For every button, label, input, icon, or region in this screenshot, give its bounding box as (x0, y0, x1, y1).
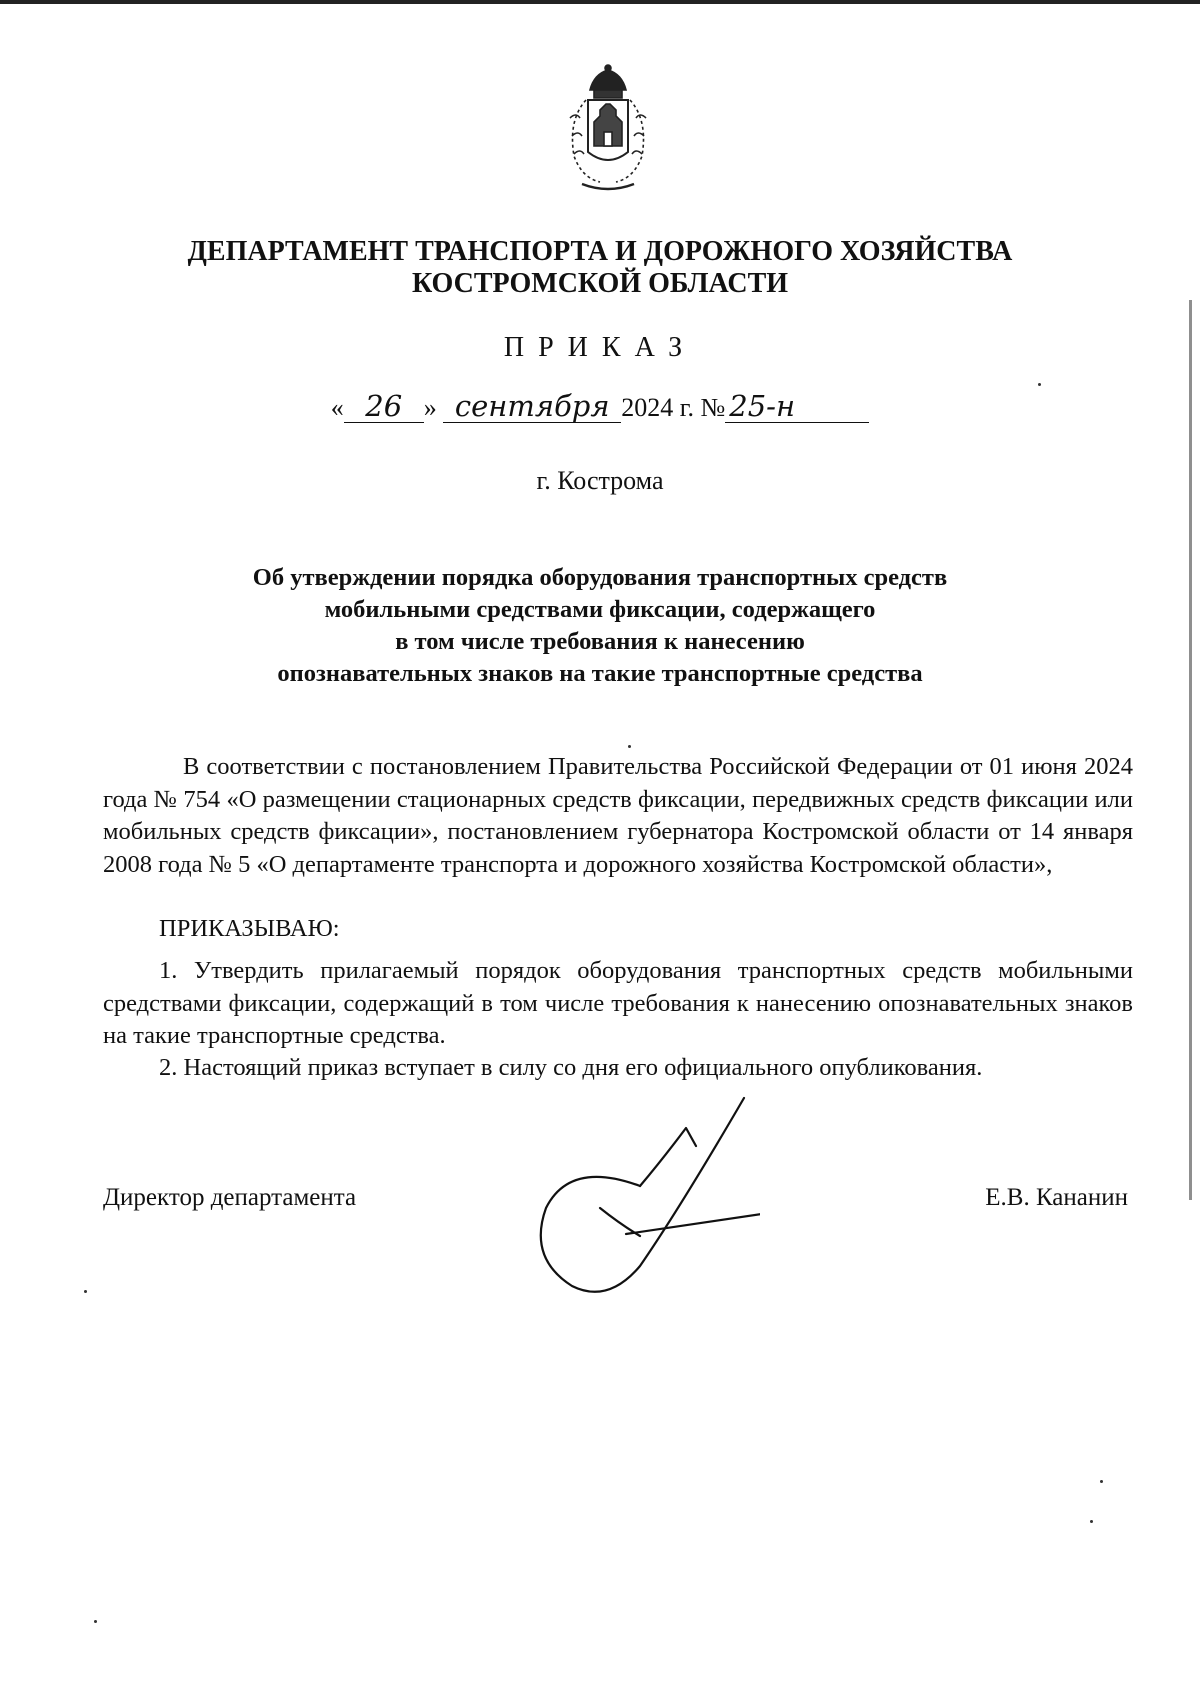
order-title-line1: Об утверждении порядка оборудования транспортных средств (252, 564, 948, 591)
order-title-line2: мобильными средствами фиксации, содержащего (324, 596, 876, 623)
handwritten-signature-icon (530, 1090, 760, 1300)
department-name-line1: ДЕПАРТАМЕНТ ТРАНСПОРТА И ДОРОЖНОГО ХОЗЯЙСТВА (187, 236, 1013, 267)
document-type: ПРИКАЗ (503, 332, 697, 363)
handwritten-order-number: 25-н (725, 390, 869, 423)
order-title-line4: опознавательных знаков на такие транспортные средства (277, 660, 923, 687)
signer-position: Директор департамента (103, 1184, 357, 1211)
signer-name: Е.В. Кананин (985, 1184, 1128, 1211)
scan-speck (1100, 1480, 1103, 1483)
scan-edge-top (0, 0, 1200, 4)
preamble-paragraph: В соответствии с постановлением Правительства Российской Федерации от 01 июня 2024 года № 754 «О размещении стационарных средств фиксации, передвижных средств фиксации или мобильных средств фиксации», постановлением губернатора Костромской области от 14 января 2008 года № 5 «О департаменте транспорта и дорожного хозяйства Костромской области», (103, 753, 1133, 878)
scan-speck (1090, 1520, 1093, 1523)
handwritten-day: 26 (344, 390, 424, 423)
order-item-1: 1. Утвердить прилагаемый порядок оборудования транспортных средств мобильными средствами фиксации, содержащий в том числе требования к нанесению опознавательных знаков на такие транспортные средства. (103, 957, 1133, 1049)
scan-speck (628, 745, 631, 748)
order-date-number (0, 390, 1200, 423)
year-and-number-label: 2024 г. № (621, 393, 726, 422)
scan-speck (94, 1620, 97, 1623)
order-item-2: 2. Настоящий приказ вступает в силу со дня его официального опубликования. (159, 1054, 983, 1081)
coat-of-arms-icon (560, 60, 656, 200)
order-directive-word: ПРИКАЗЫВАЮ: (159, 915, 340, 942)
scan-speck (84, 1290, 87, 1293)
scan-edge-right (1189, 300, 1192, 1200)
order-title-line3: в том числе требования к нанесению (395, 628, 805, 655)
quote-open: « (330, 393, 344, 422)
city: г. Кострома (536, 466, 664, 495)
handwritten-month: сентября (443, 390, 621, 423)
scan-speck (1038, 383, 1041, 386)
quote-close: » (423, 393, 437, 422)
department-name-line2: КОСТРОМСКОЙ ОБЛАСТИ (411, 268, 789, 299)
